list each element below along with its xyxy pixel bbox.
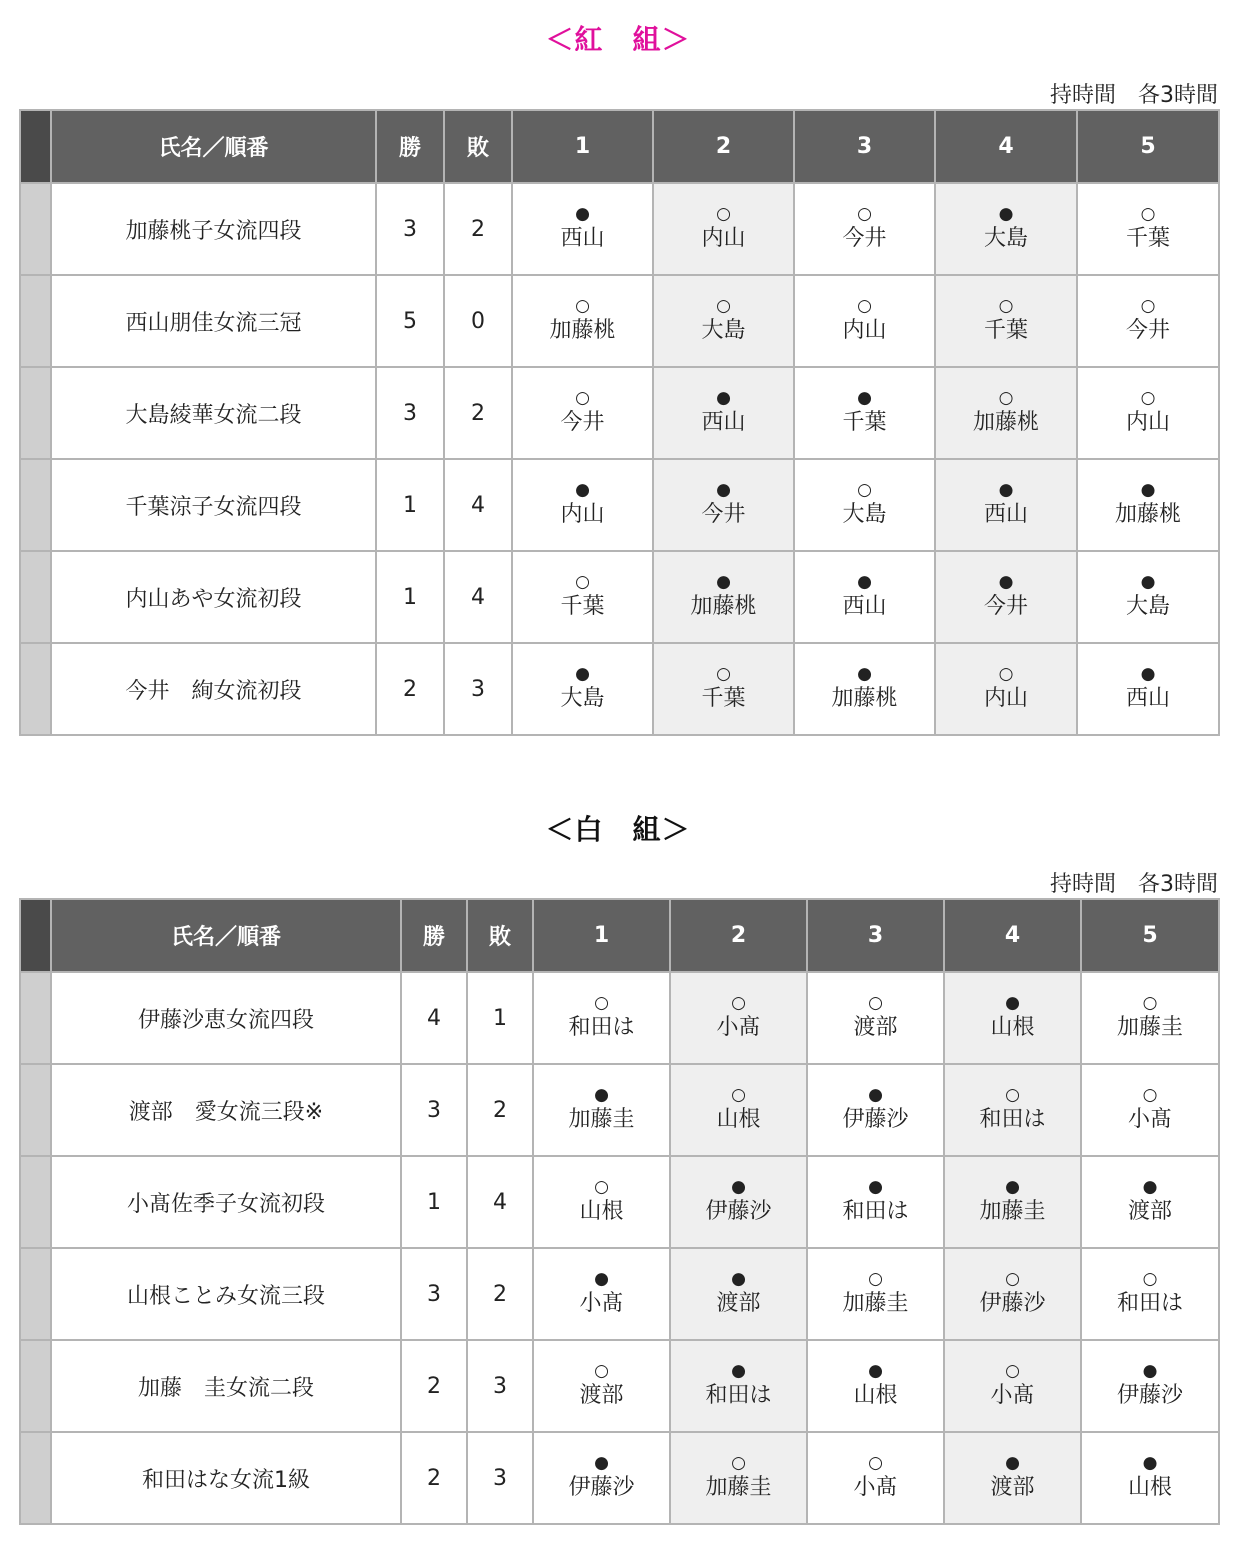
result-mark: ○ (1142, 1085, 1158, 1105)
opponent-name: 千葉 (1125, 226, 1170, 251)
opponent-name: 内山 (701, 226, 746, 251)
round-result-cell (533, 1340, 670, 1432)
row-marker (20, 367, 51, 459)
round-result-cell (944, 972, 1081, 1064)
round-5-header: 5 (1077, 110, 1219, 183)
wins-count: 3 (401, 1248, 467, 1340)
player-row (20, 1064, 1219, 1156)
wins-count: 1 (401, 1156, 467, 1248)
result-mark: ● (575, 204, 590, 224)
round-result-cell (944, 1064, 1081, 1156)
opponent-name: 内山 (560, 502, 605, 527)
round-result-cell (807, 1064, 944, 1156)
wins-count: 4 (401, 972, 467, 1064)
opponent-name: 小髙 (579, 1291, 624, 1316)
losses-count: 0 (444, 275, 512, 367)
round-result-cell (670, 1432, 807, 1524)
row-marker (20, 459, 51, 551)
result-mark: ● (1142, 1361, 1158, 1381)
losses-count: 3 (467, 1432, 533, 1524)
round-result-cell (935, 551, 1077, 643)
opponent-name: 西山 (842, 594, 887, 619)
round-result-cell (944, 1156, 1081, 1248)
wins-count: 1 (376, 459, 444, 551)
round-result-cell (670, 1064, 807, 1156)
losses-count: 4 (444, 551, 512, 643)
result-mark: ● (594, 1453, 609, 1473)
opponent-name: 小髙 (853, 1475, 898, 1500)
round-3-header: 3 (807, 899, 944, 972)
result-mark: ● (716, 388, 731, 408)
losses-count: 3 (467, 1340, 533, 1432)
result-mark: ● (1142, 1177, 1158, 1197)
round-result-cell (653, 367, 794, 459)
result-mark: ○ (731, 1453, 746, 1473)
losses-header: 敗 (467, 899, 533, 972)
result-mark: ○ (868, 993, 883, 1013)
player-name: 内山あや女流初段 (51, 551, 376, 643)
round-result-cell (653, 275, 794, 367)
result-mark: ● (857, 572, 872, 592)
player-row (20, 183, 1219, 275)
losses-count: 2 (467, 1248, 533, 1340)
round-1-header: 1 (512, 110, 653, 183)
opponent-name: 渡部 (716, 1291, 761, 1316)
player-name: 山根ことみ女流三段 (51, 1248, 401, 1340)
white-group-table (19, 898, 1220, 1525)
round-result-cell (1081, 1248, 1219, 1340)
opponent-name: 山根 (1127, 1475, 1172, 1500)
opponent-name: 大島 (560, 686, 605, 711)
result-mark: ○ (716, 204, 731, 224)
wins-count: 3 (376, 367, 444, 459)
wins-header: 勝 (401, 899, 467, 972)
opponent-name: 今井 (1125, 318, 1170, 343)
player-row (20, 972, 1219, 1064)
round-result-cell (794, 551, 935, 643)
losses-count: 2 (444, 183, 512, 275)
opponent-name: 加藤圭 (842, 1291, 909, 1316)
round-result-cell (794, 459, 935, 551)
opponent-name: 和田は (568, 1015, 635, 1040)
result-mark: ○ (575, 296, 590, 316)
table-header-row (20, 110, 1219, 183)
wins-count: 5 (376, 275, 444, 367)
player-name: 加藤桃子女流四段 (51, 183, 376, 275)
result-mark: ○ (998, 664, 1014, 684)
opponent-name: 内山 (983, 686, 1028, 711)
opponent-name: 大島 (1125, 594, 1170, 619)
result-mark: ○ (998, 296, 1014, 316)
result-mark: ● (1005, 993, 1020, 1013)
round-2-header: 2 (653, 110, 794, 183)
round-result-cell (1077, 551, 1219, 643)
result-mark: ● (594, 1269, 609, 1289)
opponent-name: 山根 (990, 1015, 1035, 1040)
round-result-cell (807, 1340, 944, 1432)
round-result-cell (533, 1432, 670, 1524)
player-name: 和田はな女流1級 (51, 1432, 401, 1524)
row-marker-header (20, 110, 51, 183)
round-result-cell (1081, 972, 1219, 1064)
opponent-name: 小髙 (990, 1383, 1035, 1408)
opponent-name: 千葉 (560, 594, 605, 619)
round-result-cell (533, 1248, 670, 1340)
round-result-cell (807, 1248, 944, 1340)
opponent-name: 和田は (979, 1107, 1046, 1132)
round-result-cell (935, 459, 1077, 551)
round-result-cell (512, 367, 653, 459)
player-row (20, 1156, 1219, 1248)
result-mark: ○ (1005, 1269, 1020, 1289)
round-4-header: 4 (944, 899, 1081, 972)
opponent-name: 大島 (842, 502, 887, 527)
player-row (20, 459, 1219, 551)
wins-count: 2 (401, 1432, 467, 1524)
row-marker (20, 551, 51, 643)
round-result-cell (1077, 643, 1219, 735)
result-mark: ● (731, 1361, 746, 1381)
opponent-name: 加藤桃 (549, 318, 616, 343)
round-2-header: 2 (670, 899, 807, 972)
player-name: 西山朋佳女流三冠 (51, 275, 376, 367)
round-result-cell (935, 643, 1077, 735)
player-name: 今井 絢女流初段 (51, 643, 376, 735)
result-mark: ○ (1005, 1361, 1020, 1381)
round-result-cell (653, 183, 794, 275)
row-marker (20, 1340, 51, 1432)
white-time-control-note: 持時間 各3時間 (1050, 872, 1218, 897)
row-marker-header (20, 899, 51, 972)
round-result-cell (807, 1432, 944, 1524)
result-mark: ● (857, 664, 872, 684)
opponent-name: 和田は (705, 1383, 772, 1408)
result-mark: ○ (731, 1085, 746, 1105)
round-result-cell (807, 1156, 944, 1248)
row-marker (20, 275, 51, 367)
result-mark: ○ (1005, 1085, 1020, 1105)
opponent-name: 山根 (853, 1383, 898, 1408)
opponent-name: 伊藤沙 (1116, 1383, 1183, 1408)
wins-count: 3 (401, 1064, 467, 1156)
round-3-header: 3 (794, 110, 935, 183)
result-mark: ● (731, 1269, 746, 1289)
result-mark: ● (731, 1177, 746, 1197)
losses-count: 2 (444, 367, 512, 459)
result-mark: ● (1140, 664, 1156, 684)
opponent-name: 今井 (701, 502, 746, 527)
result-mark: ● (868, 1177, 883, 1197)
wins-count: 2 (401, 1340, 467, 1432)
result-mark: ○ (575, 388, 590, 408)
result-mark: ● (575, 480, 590, 500)
result-mark: ● (998, 204, 1014, 224)
result-mark: ● (1140, 572, 1156, 592)
row-marker (20, 1064, 51, 1156)
row-marker (20, 1432, 51, 1524)
round-result-cell (794, 275, 935, 367)
round-result-cell (533, 972, 670, 1064)
round-result-cell (653, 459, 794, 551)
player-row (20, 367, 1219, 459)
wins-count: 1 (376, 551, 444, 643)
opponent-name: 西山 (560, 226, 605, 251)
round-result-cell (944, 1340, 1081, 1432)
opponent-name: 加藤桃 (1114, 502, 1181, 527)
result-mark: ● (1142, 1453, 1158, 1473)
opponent-name: 渡部 (990, 1475, 1035, 1500)
opponent-name: 千葉 (842, 410, 887, 435)
result-mark: ○ (868, 1453, 883, 1473)
opponent-name: 小髙 (716, 1015, 761, 1040)
opponent-name: 加藤圭 (568, 1107, 635, 1132)
opponent-name: 加藤圭 (705, 1475, 772, 1500)
opponent-name: 伊藤沙 (842, 1107, 909, 1132)
opponent-name: 伊藤沙 (979, 1291, 1046, 1316)
round-result-cell (1077, 367, 1219, 459)
round-result-cell (1081, 1156, 1219, 1248)
result-mark: ● (1005, 1177, 1020, 1197)
opponent-name: 渡部 (579, 1383, 624, 1408)
round-result-cell (935, 275, 1077, 367)
result-mark: ● (575, 664, 590, 684)
opponent-name: 加藤桃 (690, 594, 757, 619)
round-result-cell (935, 183, 1077, 275)
round-result-cell (670, 1248, 807, 1340)
round-result-cell (653, 551, 794, 643)
round-5-header: 5 (1081, 899, 1219, 972)
result-mark: ○ (1142, 1269, 1158, 1289)
result-mark: ○ (857, 296, 872, 316)
result-mark: ○ (716, 664, 731, 684)
wins-header: 勝 (376, 110, 444, 183)
opponent-name: 西山 (983, 502, 1028, 527)
player-row (20, 275, 1219, 367)
round-result-cell (512, 275, 653, 367)
round-result-cell (1077, 183, 1219, 275)
result-mark: ○ (857, 204, 872, 224)
result-mark: ● (857, 388, 872, 408)
round-4-header: 4 (935, 110, 1077, 183)
name-order-header: 氏名／順番 (51, 899, 401, 972)
player-name: 渡部 愛女流三段※ (51, 1064, 401, 1156)
opponent-name: 西山 (1125, 686, 1170, 711)
round-result-cell (807, 972, 944, 1064)
result-mark: ○ (594, 993, 609, 1013)
result-mark: ○ (1140, 204, 1156, 224)
round-result-cell (1081, 1064, 1219, 1156)
red-group-table (19, 109, 1220, 736)
round-result-cell (794, 367, 935, 459)
name-order-header: 氏名／順番 (51, 110, 376, 183)
round-result-cell (512, 551, 653, 643)
result-mark: ○ (1140, 296, 1156, 316)
opponent-name: 和田は (1116, 1291, 1183, 1316)
opponent-name: 今井 (842, 226, 887, 251)
round-result-cell (653, 643, 794, 735)
player-name: 大島綾華女流二段 (51, 367, 376, 459)
losses-count: 4 (467, 1156, 533, 1248)
result-mark: ○ (716, 296, 731, 316)
round-result-cell (512, 459, 653, 551)
table-header-row (20, 899, 1219, 972)
result-mark: ○ (857, 480, 872, 500)
round-1-header: 1 (533, 899, 670, 972)
red-group-title: ＜紅 組＞ (545, 23, 691, 56)
round-result-cell (533, 1156, 670, 1248)
round-result-cell (1077, 459, 1219, 551)
opponent-name: 大島 (983, 226, 1028, 251)
round-result-cell (670, 972, 807, 1064)
result-mark: ● (594, 1085, 609, 1105)
opponent-name: 加藤圭 (979, 1199, 1046, 1224)
opponent-name: 千葉 (701, 686, 746, 711)
round-result-cell (935, 367, 1077, 459)
losses-count: 2 (467, 1064, 533, 1156)
result-mark: ● (868, 1085, 883, 1105)
round-result-cell (1081, 1340, 1219, 1432)
opponent-name: 内山 (1125, 410, 1170, 435)
result-mark: ○ (731, 993, 746, 1013)
losses-count: 3 (444, 643, 512, 735)
round-result-cell (944, 1432, 1081, 1524)
red-time-control-note: 持時間 各3時間 (1050, 83, 1218, 108)
opponent-name: 山根 (579, 1199, 624, 1224)
wins-count: 2 (376, 643, 444, 735)
result-mark: ● (716, 480, 731, 500)
player-name: 千葉涼子女流四段 (51, 459, 376, 551)
round-result-cell (794, 183, 935, 275)
result-mark: ○ (1140, 388, 1156, 408)
opponent-name: 伊藤沙 (568, 1475, 635, 1500)
player-row (20, 1340, 1219, 1432)
round-result-cell (944, 1248, 1081, 1340)
round-result-cell (512, 643, 653, 735)
opponent-name: 大島 (701, 318, 746, 343)
result-mark: ○ (594, 1361, 609, 1381)
player-row (20, 551, 1219, 643)
player-row (20, 1248, 1219, 1340)
result-mark: ● (998, 480, 1014, 500)
opponent-name: 今井 (983, 594, 1028, 619)
round-result-cell (670, 1156, 807, 1248)
white-group-title: ＜白 組＞ (545, 813, 691, 846)
opponent-name: 和田は (842, 1199, 909, 1224)
result-mark: ○ (1142, 993, 1158, 1013)
opponent-name: 山根 (716, 1107, 761, 1132)
losses-count: 4 (444, 459, 512, 551)
round-result-cell (670, 1340, 807, 1432)
result-mark: ● (868, 1361, 883, 1381)
opponent-name: 渡部 (853, 1015, 898, 1040)
opponent-name: 内山 (842, 318, 887, 343)
player-row (20, 643, 1219, 735)
result-mark: ○ (594, 1177, 609, 1197)
opponent-name: 加藤桃 (972, 410, 1039, 435)
opponent-name: 今井 (560, 410, 605, 435)
result-mark: ○ (575, 572, 590, 592)
opponent-name: 加藤桃 (831, 686, 898, 711)
player-name: 伊藤沙恵女流四段 (51, 972, 401, 1064)
row-marker (20, 1248, 51, 1340)
row-marker (20, 643, 51, 735)
losses-header: 敗 (444, 110, 512, 183)
opponent-name: 渡部 (1127, 1199, 1172, 1224)
opponent-name: 西山 (701, 410, 746, 435)
result-mark: ● (716, 572, 731, 592)
row-marker (20, 972, 51, 1064)
opponent-name: 伊藤沙 (705, 1199, 772, 1224)
result-mark: ○ (868, 1269, 883, 1289)
player-name: 加藤 圭女流二段 (51, 1340, 401, 1432)
round-result-cell (533, 1064, 670, 1156)
wins-count: 3 (376, 183, 444, 275)
result-mark: ● (1140, 480, 1156, 500)
player-name: 小髙佐季子女流初段 (51, 1156, 401, 1248)
player-row (20, 1432, 1219, 1524)
row-marker (20, 1156, 51, 1248)
opponent-name: 千葉 (983, 318, 1028, 343)
round-result-cell (1077, 275, 1219, 367)
result-mark: ● (998, 572, 1014, 592)
row-marker (20, 183, 51, 275)
opponent-name: 加藤圭 (1116, 1015, 1183, 1040)
round-result-cell (512, 183, 653, 275)
round-result-cell (794, 643, 935, 735)
round-result-cell (1081, 1432, 1219, 1524)
result-mark: ○ (998, 388, 1014, 408)
losses-count: 1 (467, 972, 533, 1064)
opponent-name: 小髙 (1127, 1107, 1172, 1132)
result-mark: ● (1005, 1453, 1020, 1473)
